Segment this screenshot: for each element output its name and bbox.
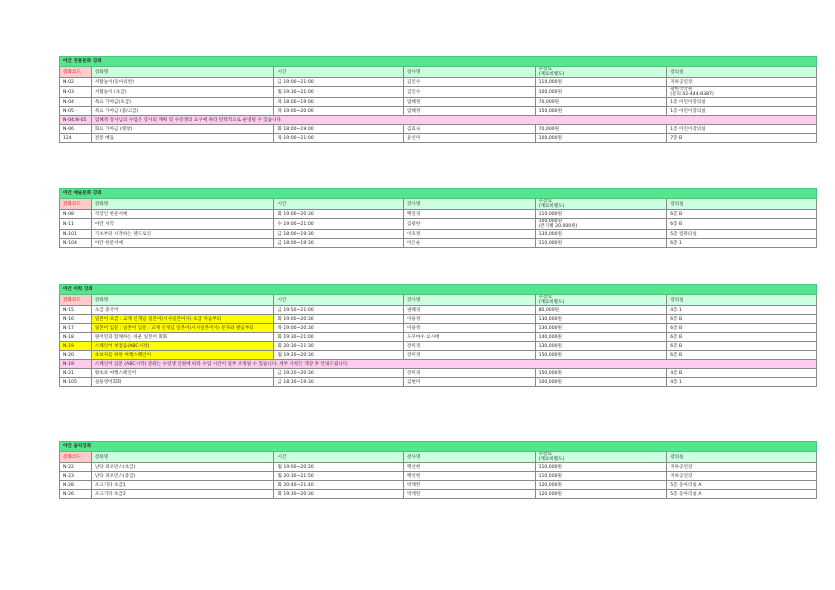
course-teacher: 이용정 (403, 315, 535, 324)
course-code: N-23 (60, 472, 92, 481)
table-row (60, 315, 817, 324)
course-fee: 150,000원 (535, 107, 667, 116)
table-row (60, 481, 817, 490)
course-teacher: 박재완 (403, 490, 535, 499)
course-section (59, 441, 817, 499)
header-row (60, 295, 817, 306)
header-teacher: 강사명 (403, 295, 535, 306)
table-row (60, 324, 817, 333)
table-row (60, 490, 817, 499)
course-time: 금 19:00~21:00 (274, 78, 404, 87)
table-row (60, 230, 817, 239)
course-time: 화 19:30~20:30 (274, 490, 404, 499)
course-name: 서활놀이(동아리반) (91, 78, 274, 87)
course-teacher: 장미경 (403, 342, 535, 351)
course-time: 월 19:30~21:00 (274, 87, 404, 98)
course-fee: 120,000원 (535, 490, 667, 499)
course-time: 금 18:30~19:30 (274, 378, 404, 387)
course-code: N-104 (60, 239, 92, 248)
section-title-row (60, 189, 817, 199)
course-room: 6층 B (667, 219, 817, 230)
table-row (60, 369, 817, 378)
header-name: 강좌명 (91, 199, 274, 210)
course-name: 포크기타 초급2 (91, 490, 274, 499)
course-teacher: 엄혜정 (403, 98, 535, 107)
course-fee: 110,000원 (535, 463, 667, 472)
course-code: N-105 (60, 378, 92, 387)
course-time: 화 20:30~21:30 (274, 342, 404, 351)
course-code: N-16 (60, 315, 92, 324)
header-fee: 수강료 (재료비별도) (535, 452, 667, 463)
course-name: 난타 퍼포먼스(초급) (91, 463, 274, 472)
table-row (60, 239, 817, 248)
course-teacher: 김현미 (403, 378, 535, 387)
course-room: 5층 동아리실 A (667, 481, 817, 490)
header-fee: 수강료 (재료비별도) (535, 67, 667, 78)
course-name: 서활놀이 (초급) (91, 87, 274, 98)
course-teacher: 김인수 (403, 78, 535, 87)
course-fee: 140,000원 (535, 333, 667, 342)
course-name: 초보자를 위한 여행스페인어 (91, 351, 274, 360)
note-row (60, 360, 817, 369)
course-name: 야간 한문서예 (91, 239, 274, 248)
course-table (59, 56, 817, 143)
header-code: 강좌코드 (60, 452, 92, 463)
header-fee: 수강료 (재료비별도) (535, 199, 667, 210)
course-time: 화 19:30~21:00 (274, 333, 404, 342)
table-row (60, 134, 817, 143)
header-code: 강좌코드 (60, 295, 92, 306)
course-room: 1층 어린이강의실 (667, 107, 817, 116)
header-name: 강좌명 (91, 452, 274, 463)
course-time: 월 19:00~20:20 (274, 463, 404, 472)
course-teacher: 장미경 (403, 351, 535, 360)
header-time: 시간 (274, 295, 404, 306)
table-row (60, 98, 817, 107)
course-code: N-26 (60, 490, 92, 499)
course-code: N-11 (60, 219, 92, 230)
course-fee: 80,000원 (535, 306, 667, 315)
course-teacher: 김광한 (403, 219, 535, 230)
section-title-row (60, 57, 817, 67)
course-time: 금 19:50~21:00 (274, 306, 404, 315)
header-name: 강좌명 (91, 67, 274, 78)
table-row (60, 210, 817, 219)
course-name: 스페인어 첫걸음(ABC시작) (91, 342, 274, 351)
course-room: 6층 1 (667, 239, 817, 248)
header-teacher: 강사명 (403, 199, 535, 210)
course-time: 수 19:00~21:00 (274, 219, 404, 230)
course-time: 화 20:40~21:40 (274, 481, 404, 490)
course-fee: 130,000원 (535, 324, 667, 333)
table-row (60, 351, 817, 360)
course-section (59, 188, 817, 248)
course-room: 광한국악원 (문의 02-444-8387) (667, 87, 817, 98)
course-code: N-08 (60, 210, 92, 219)
header-room: 강의실 (667, 67, 817, 78)
course-code: N-06 (60, 125, 92, 134)
course-name: 난타 퍼포먼스(중급) (91, 472, 274, 481)
header-code: 강좌코드 (60, 199, 92, 210)
course-code: N-28 (60, 481, 92, 490)
course-name: 포크기타 초급1 (91, 481, 274, 490)
header-code: 강좌코드 (60, 67, 92, 78)
header-room: 강의실 (667, 452, 817, 463)
course-name: 왕초보 여행스페인어 (91, 369, 274, 378)
course-name: 초급 중국어 (91, 306, 274, 315)
course-code: N-18 (60, 333, 92, 342)
section-title-row (60, 285, 817, 295)
course-time: 월 20:30~21:50 (274, 472, 404, 481)
course-time: 화 19:00~20:30 (274, 315, 404, 324)
course-teacher: 도쿠마수 요시에 (403, 333, 535, 342)
note-text: 엄혜정 강사님의 수업은 강사의 계획 및 수강생의 요구에 따라 탄력적으로 운영될 수 있습니다. (91, 116, 816, 125)
course-fee: 70,000원 (535, 98, 667, 107)
course-fee: 70,000원 (535, 125, 667, 134)
course-name: 원어민과 함께하는 쉬운 일본어 회화 (91, 333, 274, 342)
course-time: 화 18:00~19:00 (274, 125, 404, 134)
course-fee: 110,000원 (535, 239, 667, 248)
course-code: N-17 (60, 324, 92, 333)
course-fee: 100,000원 (535, 378, 667, 387)
note-row (60, 116, 817, 125)
course-teacher: 이은순 (403, 239, 535, 248)
course-room: 6층 B (667, 333, 817, 342)
course-time: 목 19:00~20:30 (274, 324, 404, 333)
course-code: N-21 (60, 369, 92, 378)
course-teacher: 박재완 (403, 481, 535, 490)
course-time: 목 18:00~19:00 (274, 98, 404, 107)
header-teacher: 강사명 (403, 67, 535, 78)
course-code: N-19 (60, 342, 92, 351)
course-room: 5층 컴퓨터실 (667, 230, 817, 239)
header-name: 강좌명 (91, 295, 274, 306)
course-name: 실용영어회화 (91, 378, 274, 387)
course-name: 일본어 입문 : 일본어 입문 : 교재 신개념 일본어(시사일본어사) 문자와 발음부터 (91, 324, 274, 333)
course-section (59, 56, 817, 143)
course-code: N-22 (60, 463, 92, 472)
course-teacher: 백선현 (403, 463, 535, 472)
table-row (60, 125, 817, 134)
course-teacher: 권혜경 (403, 306, 535, 315)
course-room: 5층 동아리실 A (667, 490, 817, 499)
course-code: N-04 (60, 98, 92, 107)
course-name: 목요 가야금 (중/고급) (91, 107, 274, 116)
table-row (60, 463, 817, 472)
header-time: 시간 (274, 199, 404, 210)
header-room: 강의실 (667, 295, 817, 306)
course-name: 기초부터 시작하는 펜드로잉 (91, 230, 274, 239)
header-time: 시간 (274, 452, 404, 463)
course-fee: 100,000원 (535, 87, 667, 98)
course-name: 일본어 초급 : 교재 신개념 일본어(시사일본어사) 초급 처음부터 (91, 315, 274, 324)
course-code: N-02 (60, 78, 92, 87)
section-title-row (60, 442, 817, 452)
course-room: 6층 B (667, 351, 817, 360)
course-time: 금 18:00~19:30 (274, 239, 404, 248)
course-fee: 130,000원 (535, 315, 667, 324)
course-fee: 130,000원 (535, 342, 667, 351)
table-row (60, 219, 817, 230)
course-room: 1층 어린이강의실 (667, 98, 817, 107)
course-room: 지하공연장 (667, 78, 817, 87)
course-table (59, 188, 817, 248)
table-row (60, 472, 817, 481)
header-row (60, 452, 817, 463)
course-fee: 100,000원 (535, 134, 667, 143)
course-name: 목요 가야금(초급) (91, 98, 274, 107)
course-name: 야간 서각 (91, 219, 274, 230)
table-row (60, 378, 817, 387)
course-teacher: 이용정 (403, 324, 535, 333)
course-fee: 120,000원 (535, 481, 667, 490)
course-room: 6층 B (667, 315, 817, 324)
course-fee: 130,000원 (535, 230, 667, 239)
table-row (60, 333, 817, 342)
course-room: 4층 B (667, 369, 817, 378)
course-table (59, 441, 817, 499)
course-teacher: 김효숙 (403, 125, 535, 134)
course-time: 월 19:20~20:30 (274, 351, 404, 360)
section-title: 야간 어학 강좌 (60, 285, 817, 295)
course-code: N-03 (60, 87, 92, 98)
note-text: 스페인어 입문 (ABC시작) 강좌는 수강생 인원에 따라 수업 시간이 일부 조정될 수 있습니다. 세부 사항은 개강 후 안내드립니다. (91, 360, 816, 369)
course-fee: 150,000원 (535, 369, 667, 378)
table-row (60, 342, 817, 351)
course-name: 직장인 한문서예 (91, 210, 274, 219)
course-code: N-15 (60, 306, 92, 315)
course-code: N-05 (60, 107, 92, 116)
course-fee: 110,000원 (535, 210, 667, 219)
table-row (60, 87, 817, 98)
course-fee: 110,000원 (535, 472, 667, 481)
course-room: 1층 어린이강의실 (667, 125, 817, 134)
course-room: 6층 B (667, 210, 817, 219)
course-room: 6층 B (667, 324, 817, 333)
header-row (60, 199, 817, 210)
course-fee: 100,000원 (본기별 20,000원) (535, 219, 667, 230)
course-room: 4층 1 (667, 378, 817, 387)
section-title: 야간 예술문화 강좌 (60, 189, 817, 199)
course-room: 6층 B (667, 342, 817, 351)
course-table (59, 284, 817, 387)
course-time: 금 18:00~19:30 (274, 230, 404, 239)
course-time: 목 19:00~21:00 (274, 134, 404, 143)
course-teacher: 이호정 (403, 230, 535, 239)
course-teacher: 장미경 (403, 369, 535, 378)
section-title: 야간 음악강좌 (60, 442, 817, 452)
course-teacher: 백선현 (403, 472, 535, 481)
course-room: 4층 1 (667, 306, 817, 315)
header-fee: 수강료 (재료비별도) (535, 295, 667, 306)
course-room: 7층 B (667, 134, 817, 143)
course-name: 화요 가야금 (병창) (91, 125, 274, 134)
course-time: 목 19:00~20:00 (274, 107, 404, 116)
course-time: 금 19:20~20:30 (274, 369, 404, 378)
course-room: 지하공연장 (667, 463, 817, 472)
header-teacher: 강사명 (403, 452, 535, 463)
header-row (60, 67, 817, 78)
header-time: 시간 (274, 67, 404, 78)
course-room: 지하공연장 (667, 472, 817, 481)
note-code: N-04,N-05 (60, 116, 92, 125)
course-teacher: 김인수 (403, 87, 535, 98)
course-teacher: 백진경 (403, 210, 535, 219)
course-time: 화 19:00~20:30 (274, 210, 404, 219)
course-name: 전통 매듭 (91, 134, 274, 143)
course-teacher: 윤선미 (403, 134, 535, 143)
course-fee: 110,000원 (535, 78, 667, 87)
section-title: 야간 전통문화 강좌 (60, 57, 817, 67)
table-row (60, 107, 817, 116)
table-row (60, 306, 817, 315)
note-code: N-19 (60, 360, 92, 369)
header-room: 강의실 (667, 199, 817, 210)
course-code: N-101 (60, 230, 92, 239)
course-section (59, 284, 817, 387)
course-fee: 150,000원 (535, 351, 667, 360)
table-row (60, 78, 817, 87)
course-code: 124 (60, 134, 92, 143)
course-code: N-20 (60, 351, 92, 360)
course-teacher: 엄혜정 (403, 107, 535, 116)
